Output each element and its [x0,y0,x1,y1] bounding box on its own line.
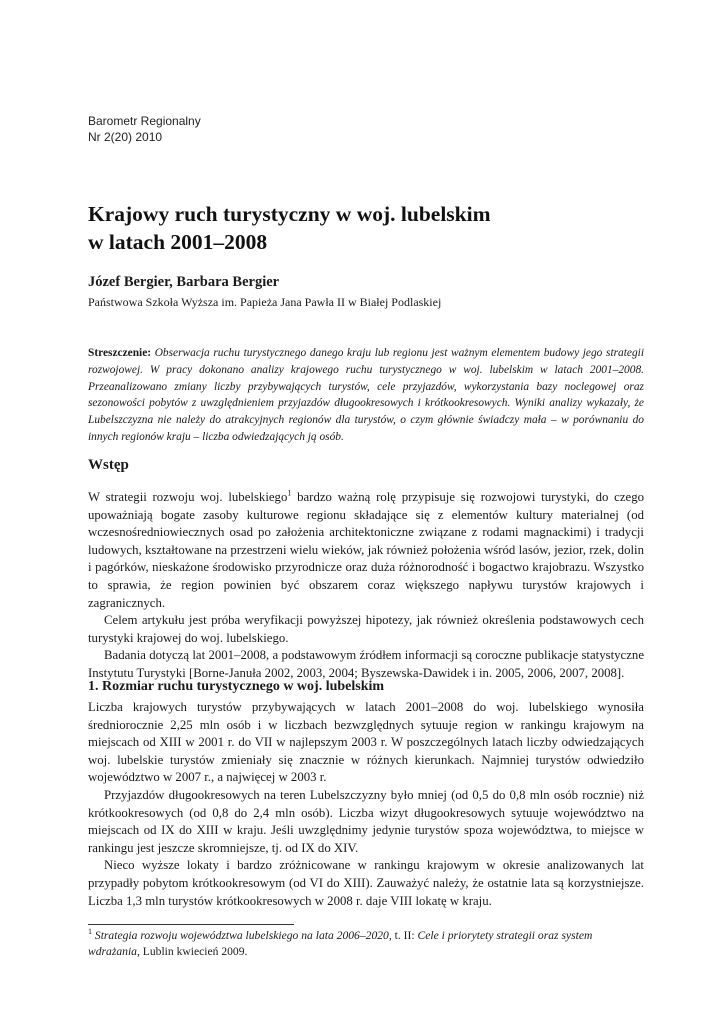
footnote-end: , Lublin kwiecień 2009. [136,945,248,958]
article-title-line-1: Krajowy ruch turystyczny w woj. lubelskim [88,202,491,226]
intro-paragraph-1 [88,489,644,612]
section-1-heading: 1. Rozmiar ruchu turystycznego w woj. lubelskim [88,679,385,694]
author-affiliation: Państwowa Szkoła Wyższa im. Papieża Jana Pawła II w Białej Podlaskiej [88,295,442,309]
journal-name: Barometr Regionalny [88,114,201,128]
abstract-label: Streszczenie: [88,347,152,359]
abstract [88,345,644,446]
footnote-number: 1 [88,927,92,937]
intro-paragraph-2: Celem artykułu jest próba weryfikacji powyższej hipotezy, jak również określenia podstawowych cech turystyki krajowej do woj. lubelskiego. [88,613,644,645]
footnote-mid: , t. II: [388,929,418,942]
footnote-divider [88,924,294,925]
section-1-paragraph-1: Liczba krajowych turystów przybywających w latach 2001–2008 do woj. lubelskiego wynosiła średniorocznie 2,25 mln osób i w liczbach bezwzględnych sytuuje region w rankingu krajowym na miejscach od XIII w 2001 r. do VII w najlepszym 2003 r. W poszczególnych latach liczby odwiedzających woj. lubelskie turystów zmieniały się znacznie w różnych kierunkach. Najmniej turystów odwiedziło województwo w 2007 r., a najwięcej w 2003 r. [88,700,644,785]
article-authors: Józef Bergier, Barbara Bergier [88,274,280,290]
article-title [88,200,648,256]
section-1-body [88,699,644,910]
section-1-paragraph-2: Przyjazdów długookresowych na teren Lubelszczyzny było mniej (od 0,5 do 0,8 mln osób rocznie) niż krótkookresowych (od 0,8 do 2,4 mln osób). Liczba wizyt długookresowych sytuuje województwo na miejscach od IX do XIII w kraju. Jeśli uwzględnimy jedynie turystów spoza województwa, to miejsce w rankingu jest jeszcze skromniejsze, tj. od IX do XIV. [88,787,644,855]
footnote-subtitle: Cele i priorytety strategii oraz system wdrażania [88,929,593,958]
intro-heading: Wstęp [88,457,129,473]
journal-issue: Nr 2(20) 2010 [88,130,163,144]
intro-p1-rest: bardzo ważną rolę przypisuje się rozwojowi turystyki, do czego upoważniają bogate zasoby kulturowe regionu składające się z elementów kultury materialnej (od wczesnośredniowiecznych osad po założenia architektoniczne związane z rodami magnackimi) i tradycji ludowych, kształtowane na przestrzeni wielu wieków, jak również położenia wśród lasów, jezior, rzek, dolin i pagórków, nieskażone środowisko przyrodnicze oraz duża różnorodność i bogactwo krajobrazu. Wszystko to sprawia, że region powinien być obszarem coraz większego napływu turystów krajowych i zagranicznych. [88,490,644,610]
section-1-paragraph-3: Nieco wyższe lokaty i bardzo zróżnicowane w rankingu krajowym w okresie analizowanych lat przypadły pobytom krótkookresowym (od VI do XIII). Zauważyć należy, że ostatnie lata są korzystniejsze. Liczba 1,3 mln turystów krótkookresowych w 2008 r. daje VIII lokatę w kraju. [88,858,644,908]
footnote-title: Strategia rozwoju województwa lubelskiego na lata 2006–2020 [94,929,389,942]
intro-p1-start: W strategii rozwoju woj. lubelskiego [88,490,288,504]
footnote [88,928,644,960]
abstract-text: Obserwacja ruchu turystycznego danego kraju lub regionu jest ważnym elementem budowy jego strategii rozwojowej. W pracy dokonano analizy krajowego ruchu turystycznego w woj. lubelskim w latach 2001–2008. Przeanalizowano zmiany liczby przybywających turystów, cele przyjazdów, wykorzystania bazy noclegowej oraz sezonowości pobytów z uwzględnieniem przyjazdów długookresowych i krótkookresowych. Wyniki analizy wykazały, że Lubelszczyzna nie należy do atrakcyjnych regionów dla turystów, o czym głównie świadczy mała – w porównaniu do innych regionów kraju – liczba odwiedzających ją osób. [88,347,644,443]
intro-body [88,489,644,683]
intro-paragraph-3: Badania dotyczą lat 2001–2008, a podstawowym źródłem informacji są coroczne publikacje statystyczne Instytutu Turystyki [Borne-Januła 2002, 2003, 2004; Byszewska-Dawidek i in. 2005, 2006, 2007, 2008]. [88,648,644,680]
footnote-ref[interactable]: 1 [287,488,292,498]
running-header [88,113,201,145]
article-title-line-2: w latach 2001–2008 [88,230,268,254]
